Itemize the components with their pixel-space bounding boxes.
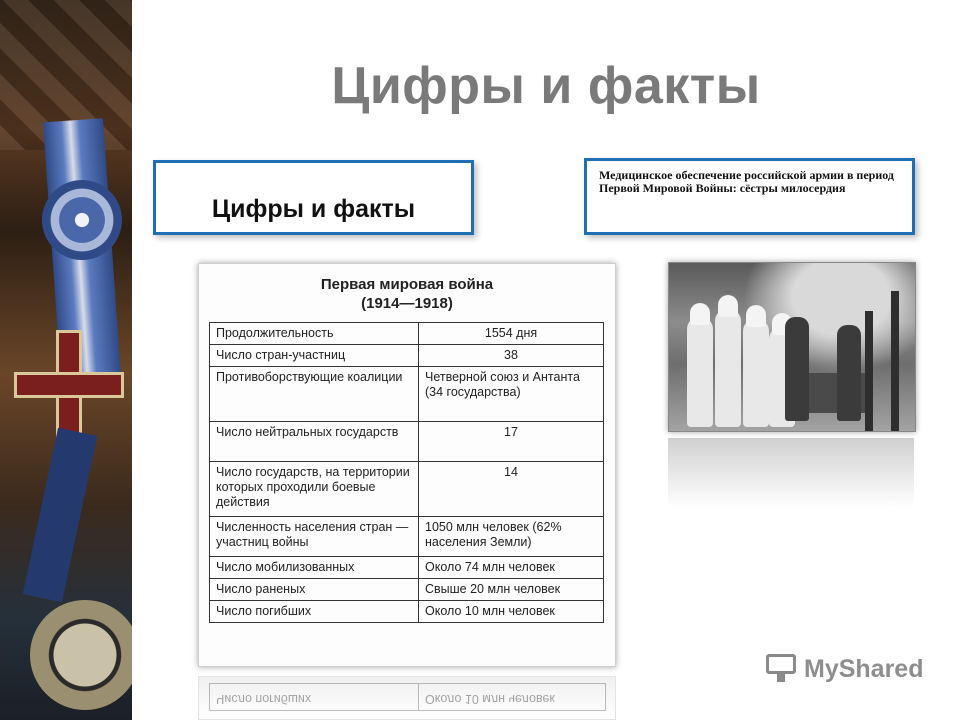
- myshared-logo-text: MyShared: [804, 654, 924, 683]
- table-row: [210, 367, 604, 422]
- soldier-figure: [785, 317, 809, 421]
- strap-decoration: [23, 428, 97, 603]
- photo-reflection: [668, 438, 914, 508]
- facts-table-image: [198, 263, 616, 667]
- row-label: Противоборствующие коалиции: [210, 367, 419, 422]
- row-value: 38: [419, 345, 604, 367]
- table-row: [210, 601, 604, 623]
- myshared-watermark[interactable]: [766, 654, 923, 684]
- left-box-title: Цифры и факты: [211, 195, 416, 223]
- reflected-row: [209, 683, 606, 711]
- row-label: Число погибших: [210, 601, 419, 623]
- nurse-figure: [715, 309, 741, 427]
- tree-shape: [865, 311, 873, 431]
- reflected-label: Число погибших: [210, 684, 419, 710]
- soldier-figure: [837, 325, 861, 421]
- table-row: [210, 579, 604, 601]
- right-caption-box[interactable]: [584, 158, 915, 235]
- row-label: Численность населения стран — участниц войны: [210, 517, 419, 557]
- left-title-box[interactable]: [153, 160, 474, 235]
- nurse-figure: [687, 317, 713, 427]
- slide-title: Цифры и факты: [331, 57, 761, 115]
- table-row: [210, 345, 604, 367]
- table-heading-line1: Первая мировая война: [320, 276, 494, 293]
- logo-screen: [766, 654, 796, 674]
- row-label: Число нейтральных государств: [210, 422, 419, 462]
- row-label: Число государств, на территории которых проходили боевые действия: [210, 462, 419, 517]
- row-value: Свыше 20 млн человек: [419, 579, 604, 601]
- table-reflection: [198, 676, 616, 720]
- row-value: 17: [419, 422, 604, 462]
- compass-decoration: [30, 600, 132, 710]
- row-value: Четверной союз и Антанта (34 государства): [419, 367, 604, 422]
- table-heading: [199, 264, 615, 313]
- table-row: [210, 323, 604, 345]
- logo-stand: [777, 674, 785, 682]
- row-value: Около 10 млн человек: [419, 601, 604, 623]
- row-value: 1554 дня: [419, 323, 604, 345]
- myshared-logo-icon: [766, 654, 798, 684]
- table-row: [210, 557, 604, 579]
- row-label: Число раненых: [210, 579, 419, 601]
- right-box-caption: Медицинское обеспечение российской армии в период Первой Мировой Войны: сёстры милосердия: [599, 168, 894, 195]
- facts-table: [209, 322, 604, 623]
- row-label: Число стран-участниц: [210, 345, 419, 367]
- order-cross-decoration: [14, 330, 124, 440]
- row-value: 14: [419, 462, 604, 517]
- table-heading-line2: (1914—1918): [361, 295, 453, 312]
- table-row: [210, 422, 604, 462]
- reflected-value: Около 10 млн человек: [425, 692, 555, 706]
- tree-shape: [891, 291, 899, 431]
- table-row: [210, 517, 604, 557]
- medal-rosette-decoration: [42, 180, 122, 260]
- nurses-photo: [668, 262, 916, 432]
- row-label: Продолжительность: [210, 323, 419, 345]
- row-label: Число мобилизованных: [210, 557, 419, 579]
- table-row: [210, 462, 604, 517]
- row-value: 1050 млн человек (62% населения Земли): [419, 517, 604, 557]
- row-value: Около 74 млн человек: [419, 557, 604, 579]
- nurse-figure: [743, 319, 769, 427]
- decorative-medals-strip: [0, 0, 132, 720]
